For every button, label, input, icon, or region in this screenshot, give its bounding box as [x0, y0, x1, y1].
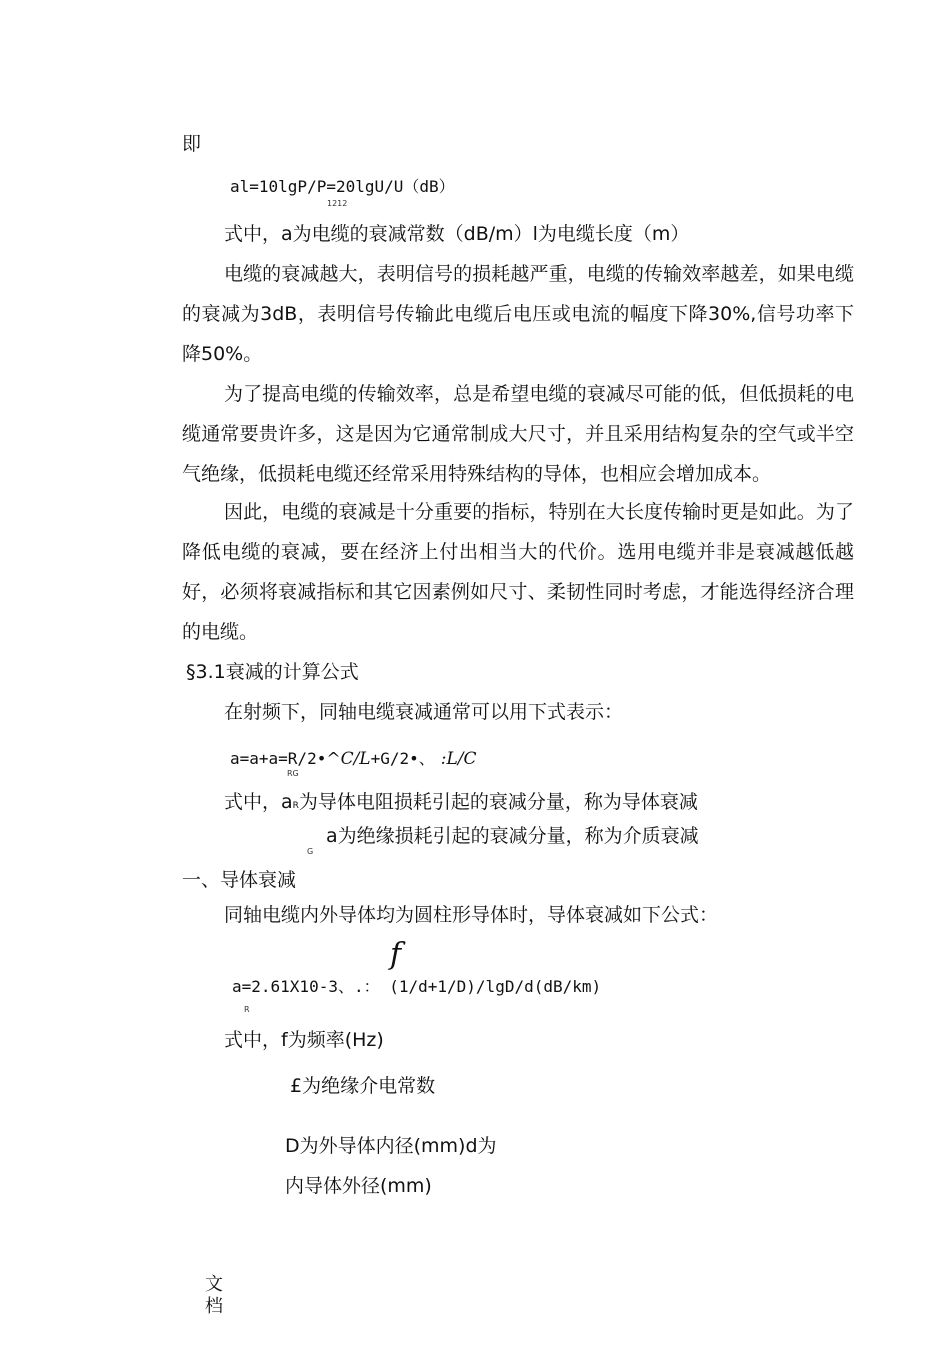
definition-prefix: 式中，a: [224, 791, 293, 813]
formula-rf-sqrt-c-over-l: ^C/L: [326, 749, 371, 769]
footer-char: 档: [205, 1296, 223, 1317]
lead-word: 即: [182, 133, 202, 155]
definition-conductor-text: 为导体电阻损耗引起的衰减分量，称为导体衰减: [298, 791, 698, 813]
definition-frequency: 式中，f为频率(Hz): [224, 1029, 384, 1051]
formula-rf-sqrt-l-over-c: :L/C: [440, 749, 477, 769]
footer-char: 文: [205, 1274, 223, 1295]
footer-label: [203, 1274, 225, 1318]
formula-2-definition-dielectric: a为绝缘损耗引起的衰减分量，称为介质衰减: [326, 825, 699, 847]
rf-intro-text: 在射频下，同轴电缆衰减通常可以用下式表示：: [224, 701, 624, 723]
formula-rf-main: a=a+a=R/2•: [230, 749, 327, 768]
formula-conductor-subscript: R: [244, 1005, 250, 1014]
definition-subscript-r: R: [292, 801, 299, 811]
formula-rf-mid: +G/2•、: [370, 749, 435, 768]
section-heading: §3.1衰减的计算公式: [186, 661, 359, 683]
formula-frequency-symbol: f: [390, 937, 402, 972]
definition-inner-diameter: 内导体外径(mm): [285, 1175, 432, 1197]
paragraph-low-loss-cost: 为了提高电缆的传输效率，总是希望电缆的衰减尽可能的低，但低损耗的电缆通常要贵许多，这是因为它通常制成大尺寸，并且采用结构复杂的空气或半空气绝缘，低损耗电缆还经常采用特殊结构的导体，也相应会增加成本。: [182, 383, 854, 485]
paragraph-attenuation-importance: 因此，电缆的衰减是十分重要的指标，特别在大长度传输时更是如此。为了降低电缆的衰减，要在经济上付出相当大的代价。选用电缆并非是衰减越低越好，必须将衰减指标和其它因素例如尺寸、柔韧性同时考虑，才能选得经济合理的电缆。: [182, 501, 854, 643]
conductor-intro-text: 同轴电缆内外导体均为圆柱形导体时，导体衰减如下公式：: [224, 904, 719, 926]
definition-subscript-g: G: [307, 847, 314, 856]
formula-attenuation-db: al=10lgP/P=20lgU/U（dB）: [230, 177, 455, 196]
formula-attenuation-subscripts: 1212: [327, 199, 348, 208]
formula-conductor-attenuation: a=2.61X10-3、.： (1/d+1/D)/lgD/d(dB/km): [232, 977, 602, 996]
definition-outer-diameter: D为外导体内径(mm)d为: [285, 1135, 497, 1157]
paragraph-attenuation-effect: 电缆的衰减越大，表明信号的损耗越严重，电缆的传输效率越差，如果电缆的衰减为3dB，表明信号传输此电缆后电压或电流的幅度下降30%,信号功率下降50%。: [182, 263, 854, 365]
formula-2-definition-conductor: [224, 790, 698, 818]
subsection-heading-conductor: 一、导体衰减: [182, 869, 297, 891]
formula-1-definitions: 式中，a为电缆的衰减常数（dB/m）l为电缆长度（m）: [224, 223, 690, 245]
formula-rf-attenuation: [230, 746, 477, 769]
formula-rf-subscripts: RG: [287, 769, 299, 778]
definition-epsilon: £为绝缘介电常数: [290, 1075, 436, 1097]
